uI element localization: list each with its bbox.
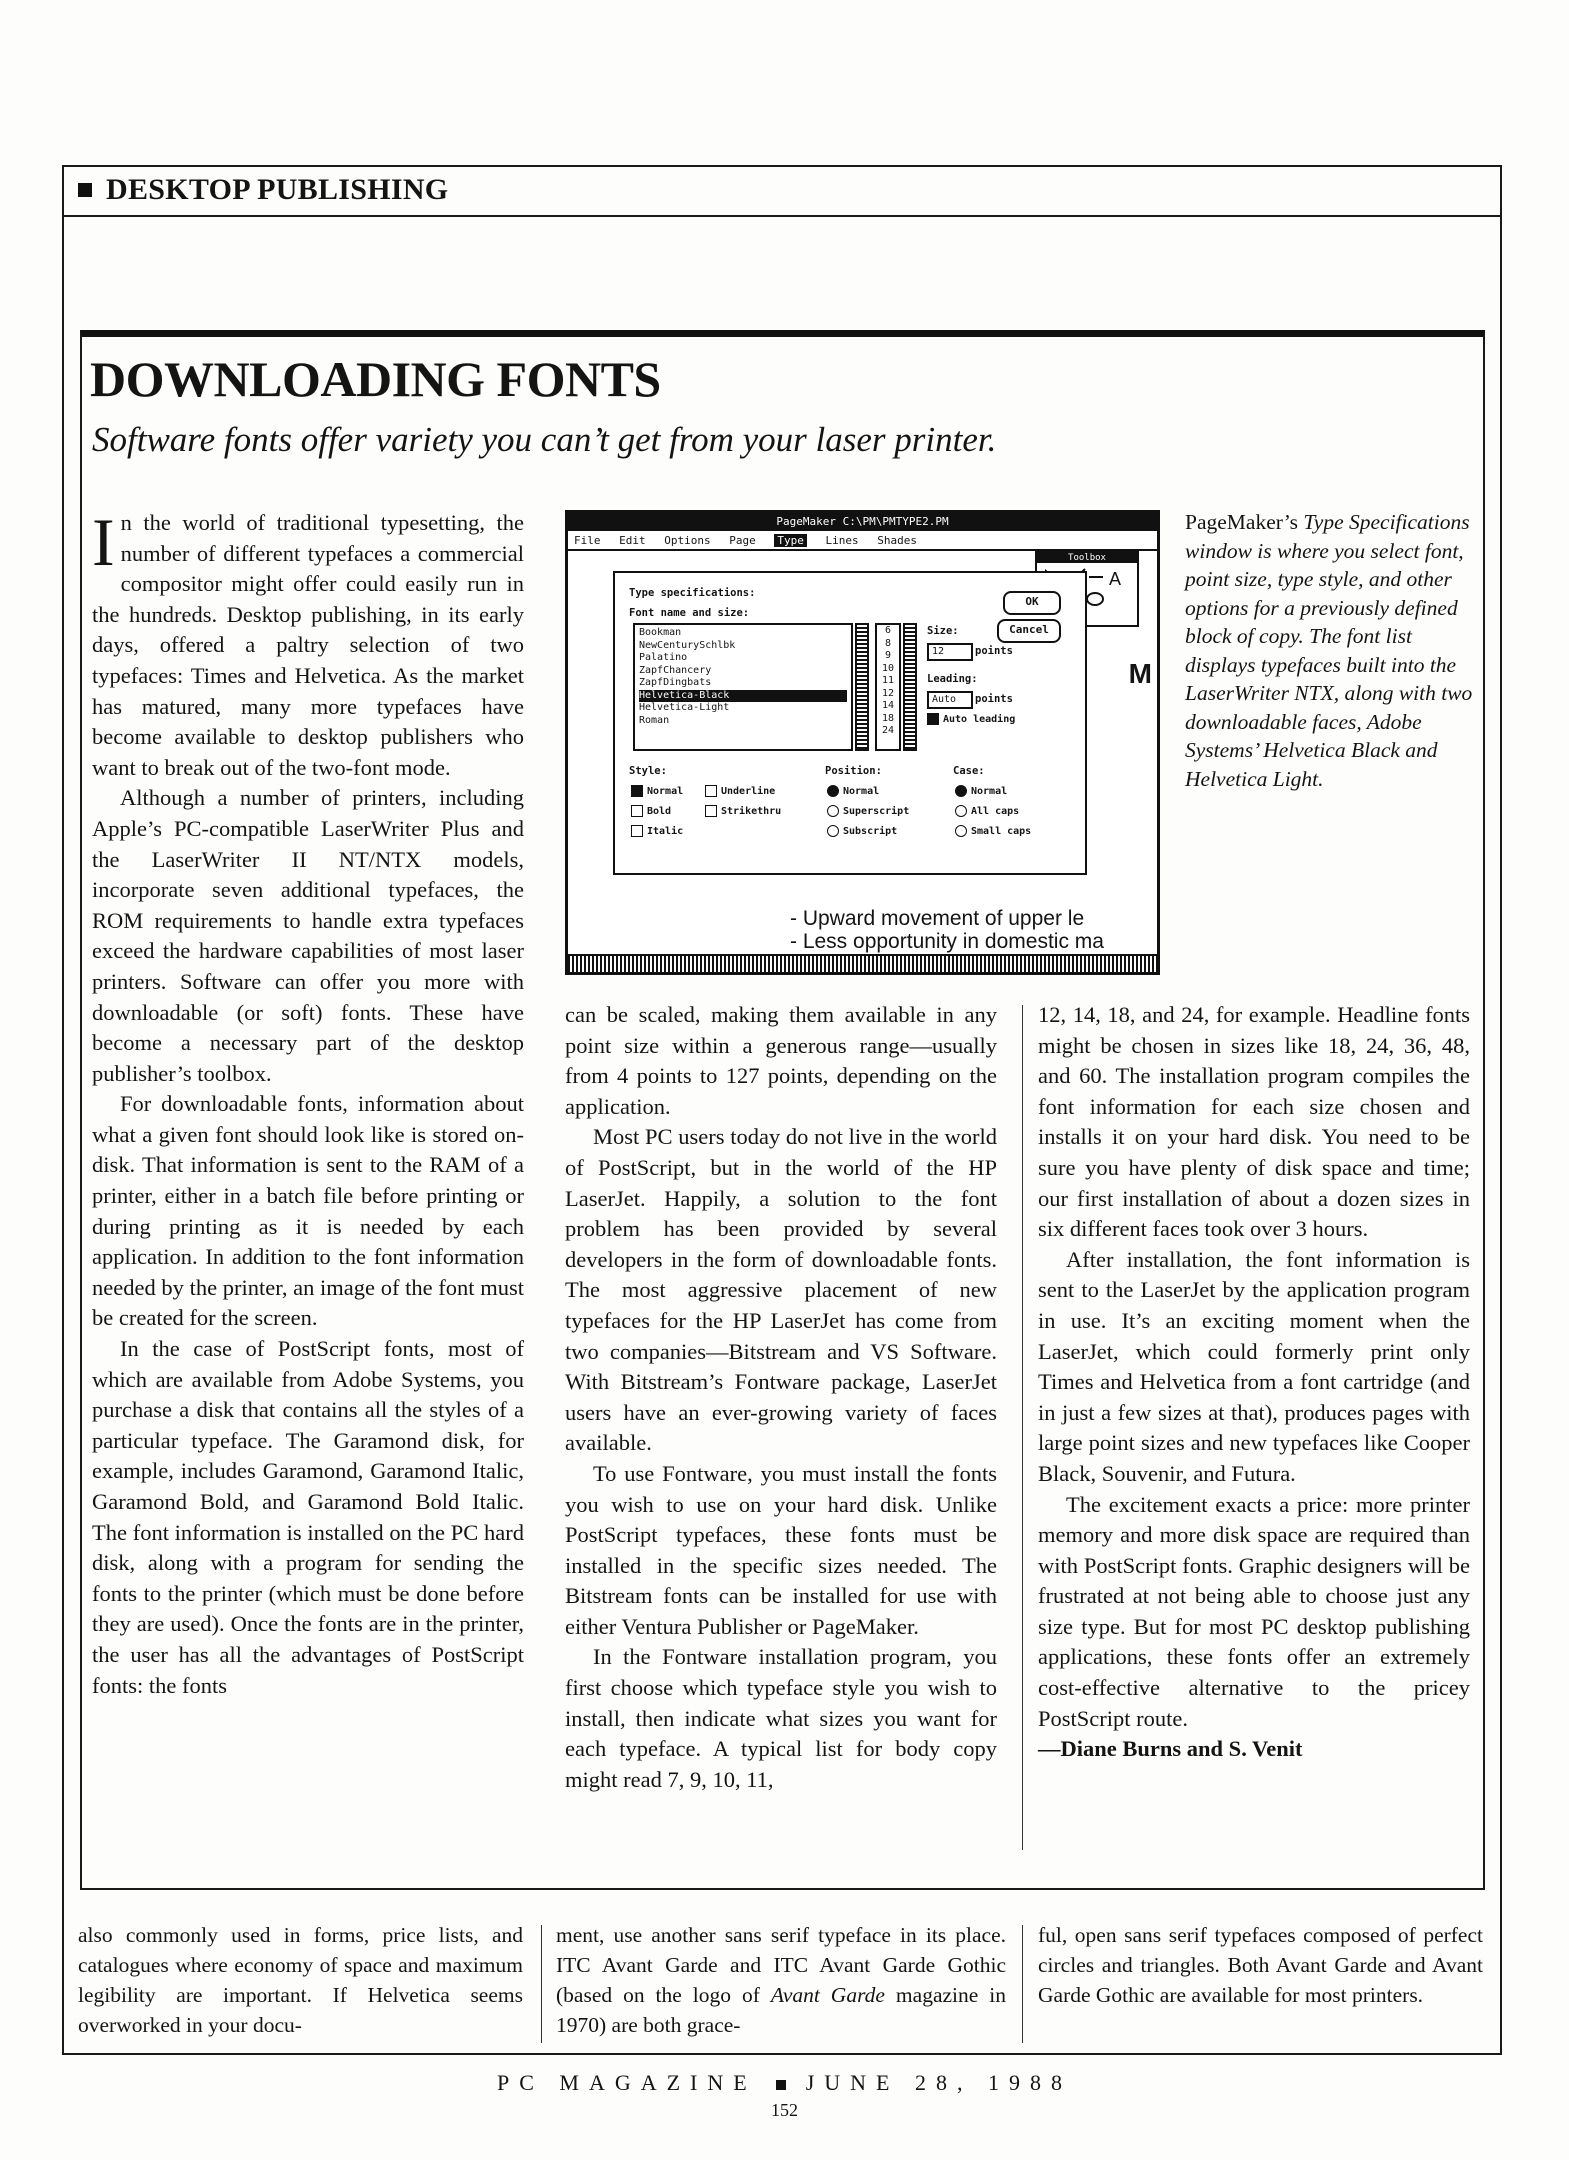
menu-bar bbox=[568, 533, 1157, 551]
position-label: Position: bbox=[825, 765, 882, 777]
caption-lead: PageMaker’s bbox=[1185, 510, 1299, 534]
font-item[interactable]: ZapfChancery bbox=[639, 664, 712, 676]
size-points-label: points bbox=[975, 645, 1013, 657]
page-number: 152 bbox=[771, 2100, 798, 2120]
style-normal-checkbox[interactable]: Normal bbox=[631, 785, 683, 797]
size-item[interactable]: 18 bbox=[881, 712, 895, 724]
size-list-scrollbar[interactable] bbox=[903, 623, 917, 751]
section-bullet-icon bbox=[78, 183, 92, 197]
font-item[interactable]: NewCenturySchlbk bbox=[639, 639, 736, 651]
case-allcaps-radio[interactable]: All caps bbox=[955, 805, 1019, 817]
style-strikethru-checkbox[interactable]: Strikethru bbox=[705, 805, 781, 817]
paragraph: The excitement exacts a price: more printer memory and more disk space are required than with PostScript fonts. Graphic designers will be frustrated at not being able to choose just any size type. But for most PC desktop publishing applications, these fonts offer an extremely cost-effective alternative to the pricey PostScript route. bbox=[1038, 1491, 1470, 1731]
cancel-button[interactable]: Cancel bbox=[997, 619, 1061, 643]
footer-magazine bbox=[0, 2070, 1569, 2096]
size-item[interactable]: 9 bbox=[884, 650, 892, 661]
background-text-line: - Less opportunity in domestic ma bbox=[790, 930, 1104, 953]
position-superscript-radio[interactable]: Superscript bbox=[827, 805, 909, 817]
menu-type[interactable]: Type bbox=[774, 534, 807, 547]
leading-label: Leading: bbox=[927, 673, 978, 685]
font-item-selected[interactable]: Helvetica-Black bbox=[639, 690, 847, 703]
size-input[interactable]: 12 bbox=[927, 643, 973, 661]
case-label: Case: bbox=[953, 765, 985, 777]
horizontal-scrollbar[interactable] bbox=[568, 954, 1157, 972]
continuation-column-1 bbox=[78, 1920, 523, 2040]
case-smallcaps-radio[interactable]: Small caps bbox=[955, 825, 1031, 837]
position-subscript-radio[interactable]: Subscript bbox=[827, 825, 897, 837]
style-label: Style: bbox=[629, 765, 667, 777]
column-rule bbox=[541, 1925, 542, 2043]
size-item[interactable]: 10 bbox=[881, 662, 895, 674]
case-normal-radio[interactable]: Normal bbox=[955, 785, 1007, 797]
menu-edit[interactable]: Edit bbox=[619, 534, 646, 547]
dialog-title: Type specifications: bbox=[629, 587, 756, 599]
size-label: Size: bbox=[927, 625, 959, 637]
byline: —Diane Burns and S. Venit bbox=[1038, 1736, 1303, 1762]
size-item[interactable]: 12 bbox=[881, 687, 895, 699]
size-item[interactable]: 8 bbox=[884, 637, 892, 649]
position-normal-radio[interactable]: Normal bbox=[827, 785, 879, 797]
background-text-line: - Upward movement of upper le bbox=[790, 907, 1085, 930]
article-column-2 bbox=[565, 1000, 997, 1795]
column-rule bbox=[1022, 1925, 1023, 2043]
font-item[interactable]: Bookman bbox=[639, 627, 682, 638]
leading-points-label: points bbox=[975, 693, 1013, 705]
toolbox-title: Toolbox bbox=[1037, 553, 1137, 563]
article-column-3 bbox=[1038, 1000, 1470, 1765]
paragraph: In the case of PostScript fonts, most of which are available from Adobe Systems, you purchase a disk that contains all the styles of a particular typeface. The Garamond disk, for example, includes Garamond, Garamond Italic, Garamond Bold, and Garamond Bold Italic. The font information is installed on the PC hard disk, along with a program for sending the fonts to the printer (which must be done before they are used). Once the fonts are in the printer, the user has all the advantages of PostScript fonts: the fonts bbox=[92, 1336, 524, 1698]
font-list[interactable] bbox=[633, 623, 853, 751]
size-item[interactable]: 11 bbox=[881, 675, 895, 686]
size-item[interactable]: 6 bbox=[884, 625, 892, 636]
ok-button[interactable]: OK bbox=[1003, 591, 1061, 615]
font-item[interactable]: Helvetica-Light bbox=[639, 702, 730, 713]
menu-options[interactable]: Options bbox=[664, 534, 711, 547]
paragraph: ful, open sans serif typefaces composed of perfect circles and triangles. Both Avant Garde and Avant Garde Gothic are available for most printers. bbox=[1038, 1923, 1483, 2007]
style-italic-checkbox[interactable]: Italic bbox=[631, 825, 683, 837]
size-item[interactable]: 24 bbox=[881, 725, 895, 736]
paragraph: Most PC users today do not live in the world of PostScript, but in the world of the HP LaserJet. Happily, a solution to the font problem has been provided by several developers in the form of downloadable fonts. The most aggressive placement of new typefaces for the HP LaserJet has come from two companies—Bitstream and VS Software. With Bitstream’s Fontware package, LaserJet users have an ever-growing variety of faces available. bbox=[565, 1124, 997, 1456]
footer-date: JUNE 28, 1988 bbox=[805, 2070, 1072, 2095]
paragraph: also commonly used in forms, price lists, and catalogues where economy of space and maximum legibility are important. If Helvetica seems overworked in your docu- bbox=[78, 1923, 523, 2037]
menu-lines[interactable]: Lines bbox=[825, 534, 859, 547]
style-underline-checkbox[interactable]: Underline bbox=[705, 785, 775, 797]
paragraph: 12, 14, 18, and 24, for example. Headline fonts might be chosen in sizes like 18, 24, 36, 48, and 60. The installation program compiles the font information for each size chosen and installs it on your hard disk. You need to be sure you have plenty of disk space and time; our first installation of about a dozen sizes in six different faces took over 3 hours. bbox=[1038, 1002, 1470, 1242]
style-bold-checkbox[interactable]: Bold bbox=[631, 805, 671, 817]
type-specifications-dialog bbox=[613, 571, 1087, 875]
auto-leading-checkbox[interactable]: Auto leading bbox=[927, 713, 1015, 725]
paragraph: Although a number of printers, including Apple’s PC-compatible LaserWriter Plus and the LaserWriter II NT/NTX models, incorporate seven additional typefaces, the ROM requirements to handle extra typefaces exceed the hardware capabilities of most laser printers. Software can offer you more with downloadable (or soft) fonts. These have become a necessary part of the desktop publisher’s toolbox. bbox=[92, 785, 524, 1086]
paragraph: can be scaled, making them available in any point size within a generous range—usually from 4 points to 127 points, depending on the application. bbox=[565, 1002, 997, 1119]
menu-shades[interactable]: Shades bbox=[877, 534, 917, 547]
font-list-scrollbar[interactable] bbox=[855, 623, 869, 751]
svg-text:A: A bbox=[1109, 569, 1122, 589]
paragraph: After installation, the font information is sent to the LaserJet by the application program in use. It’s an exciting moment when the LaserJet, which could formerly print only Times and Helvetica from a font cartridge (and in just a few sizes at that), produces pages with large point sizes and new typefaces like Cooper Black, Souvenir, and Futura. bbox=[1038, 1246, 1470, 1486]
font-item[interactable]: Roman bbox=[639, 714, 670, 726]
size-item[interactable]: 14 bbox=[881, 700, 895, 711]
figure-caption bbox=[1185, 508, 1475, 793]
window-title: PageMaker C:\PM\PMTYPE2.PM bbox=[568, 513, 1157, 531]
leading-input[interactable]: Auto bbox=[927, 691, 973, 709]
continuation-column-3 bbox=[1038, 1920, 1483, 2010]
paragraph: In the world of traditional typesetting, the number of different typefaces a commercial compositor might offer could easily run in the hundreds. Desktop publishing, in its early days, offered a paltry selection of two typefaces: Times and Helvetica. As the market has matured, many more typefaces have become available to desktop publishers who want to break out of the two-font mode. bbox=[92, 504, 524, 780]
section-header bbox=[62, 165, 1502, 217]
paragraph: For downloadable fonts, information about what a given font should look like is stored on-disk. That information is sent to the RAM of a printer, either in a batch file before printing or during printing as it is needed by each application. In addition to the font information needed by the printer, an image of the font must be created for the screen. bbox=[92, 1091, 524, 1331]
section-label: DESKTOP PUBLISHING bbox=[106, 173, 449, 206]
menu-file[interactable]: File bbox=[574, 534, 601, 547]
paragraph: To use Fontware, you must install the fonts you wish to use on your hard disk. Unlike PostScript typefaces, these fonts must be installed in the specific sizes needed. The Bitstream fonts can be installed for use with either Ventura Publisher or PageMaker. bbox=[565, 1460, 997, 1639]
font-item[interactable]: ZapfDingbats bbox=[639, 677, 712, 688]
drop-cap: I bbox=[92, 504, 115, 580]
menu-page[interactable]: Page bbox=[729, 534, 756, 547]
article-column-1 bbox=[92, 504, 524, 1701]
footer-magazine-name: PC MAGAZINE bbox=[496, 2070, 757, 2095]
pagemaker-screenshot bbox=[565, 510, 1160, 975]
caption-text: Type Specifications window is where you select font, point size, type style, and other options for a previously defined block of copy. The font list displays typefaces built into the LaserWriter NTX, along with two downloadable faces, Adobe Systems’ Helvetica Black and Helvetica Light. bbox=[1185, 510, 1473, 791]
article-headline: DOWNLOADING FONTS bbox=[90, 351, 661, 407]
size-list[interactable] bbox=[875, 623, 901, 751]
column-rule bbox=[1022, 1005, 1023, 1850]
continuation-column-2 bbox=[556, 1920, 1006, 2040]
font-item[interactable]: Palatino bbox=[639, 652, 688, 663]
paragraph: In the Fontware installation program, you first choose which typeface style you wish to install, then indicate what sizes you want for each typeface. A typical list for body copy might read 7, 9, 10, 11, bbox=[565, 1644, 997, 1792]
footer-bullet-icon bbox=[776, 2080, 786, 2090]
article-deck: Software fonts offer variety you can’t get from your laser printer. bbox=[92, 420, 997, 459]
paragraph: ment, use another sans serif typeface in its place. ITC Avant Garde and ITC Avant Garde Gothic (based on the logo of Avant Garde magazine in 1970) are both grace- bbox=[556, 1923, 1006, 2037]
background-letter: M bbox=[1128, 658, 1152, 689]
font-name-label: Font name and size: bbox=[629, 607, 750, 619]
